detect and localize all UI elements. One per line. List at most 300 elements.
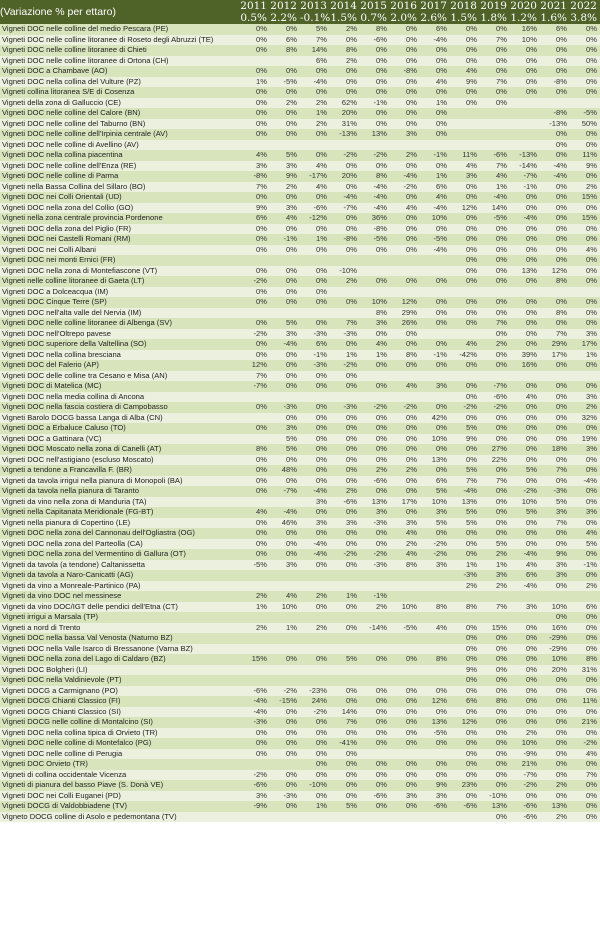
change-value-cell: 0% — [510, 203, 540, 214]
change-value-cell: -9% — [510, 749, 540, 760]
change-value-cell: 6% — [420, 476, 450, 487]
change-value-cell: 31% — [570, 665, 600, 676]
change-value-cell: 16% — [510, 360, 540, 371]
change-value-cell: 9% — [540, 549, 570, 560]
change-value-cell — [510, 119, 540, 130]
vineyard-zone-name: Vigneti nella Capitanata Meridionale (FG-BT) — [0, 507, 240, 518]
change-value-cell: 0% — [360, 423, 390, 434]
table-row — [0, 444, 600, 455]
change-value-cell: 0% — [480, 728, 510, 739]
change-value-cell: 2% — [570, 402, 600, 413]
table-row — [0, 266, 600, 277]
change-value-cell: -14% — [510, 161, 540, 172]
change-value-cell — [450, 612, 480, 623]
table-row — [0, 56, 600, 67]
change-value-cell: 0% — [390, 224, 420, 235]
change-value-cell: 0% — [510, 528, 540, 539]
change-value-cell: 0% — [450, 455, 480, 466]
change-value-cell — [420, 812, 450, 823]
change-value-cell: 2% — [330, 276, 360, 287]
change-value-cell — [570, 98, 600, 109]
change-value-cell: 0% — [390, 770, 420, 781]
change-value-cell: 0% — [540, 87, 570, 98]
change-value-cell: 0% — [480, 749, 510, 760]
change-value-cell: 3% — [420, 560, 450, 571]
vineyard-zone-name: Vigneti DOC nella fascia costiera di Campobasso — [0, 402, 240, 413]
change-value-cell: 0% — [240, 465, 270, 476]
change-value-cell: 8% — [420, 654, 450, 665]
vineyard-zone-name: Vigneti DOC della zona del Piglio (FR) — [0, 224, 240, 235]
table-row — [0, 150, 600, 161]
change-value-cell: 0% — [240, 350, 270, 361]
change-value-cell: 3% — [390, 518, 420, 529]
change-value-cell: 19% — [570, 434, 600, 445]
change-value-cell — [270, 644, 300, 655]
change-value-cell: -3% — [330, 402, 360, 413]
change-value-cell: 0% — [540, 182, 570, 193]
table-row — [0, 24, 600, 35]
table-row — [0, 623, 600, 634]
change-value-cell: 0% — [300, 560, 330, 571]
change-value-cell: 2% — [450, 581, 480, 592]
change-value-cell: 0% — [240, 423, 270, 434]
change-value-cell: 0% — [270, 539, 300, 550]
change-value-cell: 10% — [420, 434, 450, 445]
change-value-cell: 0% — [330, 539, 360, 550]
change-value-cell: 32% — [570, 413, 600, 424]
table-row — [0, 350, 600, 361]
change-value-cell: 0% — [300, 287, 330, 298]
change-value-cell: 1% — [480, 560, 510, 571]
change-value-cell — [300, 570, 330, 581]
table-row — [0, 140, 600, 151]
change-value-cell: 0% — [510, 56, 540, 67]
change-value-cell: 12% — [450, 203, 480, 214]
change-value-cell: 4% — [450, 339, 480, 350]
change-value-cell: 7% — [540, 518, 570, 529]
change-value-cell: 0% — [390, 119, 420, 130]
vineyard-zone-name: Vigneti DOC nelle colline di Perugia — [0, 749, 240, 760]
change-value-cell: -6% — [240, 686, 270, 697]
change-value-cell: 0% — [240, 119, 270, 130]
change-value-cell: 0% — [390, 24, 420, 35]
change-value-cell: 10% — [360, 297, 390, 308]
change-value-cell: -3% — [270, 791, 300, 802]
change-value-cell — [360, 570, 390, 581]
change-value-cell: -4% — [510, 581, 540, 592]
year-total: 0.5% — [240, 13, 270, 24]
change-value-cell: 3% — [240, 161, 270, 172]
change-value-cell — [390, 392, 420, 403]
vineyard-zone-name: Vigneti DOC nelle colline dell'Enza (RE) — [0, 161, 240, 172]
change-value-cell: 0% — [510, 665, 540, 676]
change-value-cell: 8% — [240, 444, 270, 455]
change-value-cell: 9% — [420, 780, 450, 791]
change-value-cell: 0% — [360, 707, 390, 718]
change-value-cell: 5% — [420, 518, 450, 529]
change-value-cell — [330, 675, 360, 686]
change-value-cell: 0% — [240, 318, 270, 329]
change-value-cell: 0% — [240, 266, 270, 277]
change-value-cell: 0% — [270, 350, 300, 361]
change-value-cell: 0% — [570, 801, 600, 812]
change-value-cell: 0% — [570, 423, 600, 434]
change-value-cell: 8% — [360, 308, 390, 319]
table-row — [0, 612, 600, 623]
change-value-cell — [240, 644, 270, 655]
year-header: 2015 — [360, 0, 390, 13]
change-value-cell: 0% — [390, 45, 420, 56]
change-value-cell — [270, 392, 300, 403]
change-value-cell — [240, 812, 270, 823]
change-value-cell: 0% — [390, 35, 420, 46]
change-value-cell: 31% — [330, 119, 360, 130]
vineyard-zone-name: Vigneti DOC Cinque Terre (SP) — [0, 297, 240, 308]
vineyard-zone-name: Vigneti collina litoranea S/E di Cosenza — [0, 87, 240, 98]
change-value-cell — [450, 129, 480, 140]
change-value-cell — [300, 255, 330, 266]
change-value-cell — [360, 140, 390, 151]
change-value-cell — [450, 287, 480, 298]
change-value-cell: 6% — [300, 56, 330, 67]
change-value-cell: 12% — [240, 360, 270, 371]
change-value-cell: 0% — [330, 476, 360, 487]
change-value-cell: 5% — [450, 507, 480, 518]
change-value-cell: 6% — [300, 339, 330, 350]
change-value-cell: -4% — [270, 507, 300, 518]
change-value-cell — [450, 591, 480, 602]
change-value-cell — [450, 108, 480, 119]
change-value-cell: 9% — [450, 434, 480, 445]
change-value-cell: -1% — [570, 560, 600, 571]
change-value-cell: 0% — [450, 528, 480, 539]
change-value-cell: 12% — [450, 717, 480, 728]
change-value-cell: 0% — [330, 602, 360, 613]
change-value-cell: 0% — [480, 98, 510, 109]
change-value-cell: 0% — [570, 686, 600, 697]
change-value-cell: -6% — [300, 203, 330, 214]
change-value-cell: 0% — [300, 129, 330, 140]
change-value-cell: 1% — [420, 171, 450, 182]
change-value-cell — [450, 371, 480, 382]
change-value-cell: 0% — [330, 749, 360, 760]
change-value-cell: 0% — [540, 581, 570, 592]
change-value-cell: 0% — [390, 455, 420, 466]
change-value-cell: 15% — [570, 192, 600, 203]
change-value-cell: 0% — [240, 738, 270, 749]
table-row — [0, 224, 600, 235]
vineyard-zone-name: Vigneti della zona di Galluccio (CE) — [0, 98, 240, 109]
change-value-cell: -1% — [360, 591, 390, 602]
change-value-cell: 0% — [450, 255, 480, 266]
table-row — [0, 318, 600, 329]
change-value-cell: 7% — [240, 371, 270, 382]
change-value-cell: 0% — [480, 675, 510, 686]
vineyard-zone-name: Vigneti DOC nelle colline del Taburno (BN) — [0, 119, 240, 130]
change-value-cell: 8% — [270, 45, 300, 56]
year-total: -0.1% — [300, 13, 330, 24]
change-value-cell: 0% — [420, 444, 450, 455]
change-value-cell: 29% — [390, 308, 420, 319]
change-value-cell: 0% — [450, 360, 480, 371]
vineyard-zone-name: Vigneti DOC di Matelica (MC) — [0, 381, 240, 392]
change-value-cell: 3% — [270, 161, 300, 172]
year-header: 2018 — [450, 0, 480, 13]
change-value-cell — [300, 581, 330, 592]
change-value-cell: 0% — [360, 539, 390, 550]
change-value-cell: 0% — [240, 287, 270, 298]
change-value-cell: 5% — [330, 801, 360, 812]
change-value-cell — [240, 612, 270, 623]
change-value-cell: -7% — [330, 203, 360, 214]
change-value-cell: 0% — [270, 728, 300, 739]
change-value-cell: 7% — [480, 602, 510, 613]
year-header: 2016 — [390, 0, 420, 13]
change-value-cell: 0% — [360, 276, 390, 287]
change-value-cell — [450, 140, 480, 151]
change-value-cell: 5% — [570, 539, 600, 550]
change-value-cell: 0% — [450, 266, 480, 277]
change-value-cell: 0% — [330, 66, 360, 77]
change-value-cell: 2% — [330, 486, 360, 497]
change-value-cell: 0% — [480, 434, 510, 445]
change-value-cell: 0% — [330, 728, 360, 739]
change-value-cell: 0% — [480, 224, 510, 235]
change-value-cell: 0% — [570, 66, 600, 77]
change-value-cell: -13% — [540, 119, 570, 130]
vineyard-zone-name: Vigneti DOCG Chianti Classico (SI) — [0, 707, 240, 718]
change-value-cell — [510, 129, 540, 140]
vineyard-zone-name: Vigneti DOC nei Colli Euganei (PD) — [0, 791, 240, 802]
change-value-cell — [390, 612, 420, 623]
change-value-cell: 3% — [510, 602, 540, 613]
change-value-cell: -4% — [300, 549, 330, 560]
change-value-cell: 4% — [570, 245, 600, 256]
change-value-cell — [450, 812, 480, 823]
change-value-cell: 0% — [390, 192, 420, 203]
change-value-cell: 0% — [540, 434, 570, 445]
change-value-cell: -4% — [360, 192, 390, 203]
change-value-cell: 0% — [510, 444, 540, 455]
change-value-cell — [240, 434, 270, 445]
change-value-cell: 0% — [300, 476, 330, 487]
change-value-cell — [330, 581, 360, 592]
vineyard-zone-name: Vigneti DOC nell'astigiano (escluso Moscato) — [0, 455, 240, 466]
change-value-cell: 0% — [540, 707, 570, 718]
change-value-cell — [420, 644, 450, 655]
table-header — [0, 0, 600, 24]
change-value-cell: 0% — [510, 686, 540, 697]
change-value-cell: 0% — [450, 707, 480, 718]
change-value-cell: 0% — [300, 402, 330, 413]
change-value-cell: 0% — [540, 203, 570, 214]
change-value-cell: 0% — [540, 255, 570, 266]
change-value-cell: -13% — [510, 150, 540, 161]
change-value-cell: 0% — [360, 738, 390, 749]
table-row — [0, 591, 600, 602]
vineyard-zone-name: Vigneti DOCG a Carmignano (PO) — [0, 686, 240, 697]
change-value-cell: 0% — [450, 749, 480, 760]
vineyard-zone-name: Vigneti DOC nella collina bresciana — [0, 350, 240, 361]
change-value-cell: 10% — [510, 497, 540, 508]
change-value-cell: 0% — [240, 108, 270, 119]
change-value-cell: 0% — [420, 707, 450, 718]
table-row — [0, 675, 600, 686]
table-row — [0, 203, 600, 214]
change-value-cell: 0% — [450, 182, 480, 193]
change-value-cell: -4% — [360, 203, 390, 214]
change-value-cell: 5% — [420, 486, 450, 497]
change-value-cell: 15% — [480, 623, 510, 634]
change-value-cell: 0% — [450, 24, 480, 35]
change-value-cell: 0% — [390, 728, 420, 739]
change-value-cell: 0% — [480, 297, 510, 308]
change-value-cell — [420, 612, 450, 623]
vineyard-zone-name: Vigneti DOC nella bassa Val Venosta (Naturno BZ) — [0, 633, 240, 644]
change-value-cell: 0% — [390, 486, 420, 497]
change-value-cell — [390, 570, 420, 581]
change-value-cell: 6% — [510, 570, 540, 581]
change-value-cell: 0% — [480, 24, 510, 35]
change-value-cell — [330, 812, 360, 823]
change-value-cell: 0% — [420, 276, 450, 287]
change-value-cell — [360, 812, 390, 823]
change-value-cell: 0% — [450, 770, 480, 781]
change-value-cell: 0% — [360, 434, 390, 445]
change-value-cell — [270, 570, 300, 581]
change-value-cell: 0% — [270, 129, 300, 140]
change-value-cell: -5% — [270, 77, 300, 88]
table-row — [0, 581, 600, 592]
change-value-cell: 0% — [510, 245, 540, 256]
change-value-cell: 3% — [270, 329, 300, 340]
change-value-cell — [480, 591, 510, 602]
change-value-cell: 9% — [570, 161, 600, 172]
vineyard-zone-name: Vigneti DOC nei Castelli Romani (RM) — [0, 234, 240, 245]
table-row — [0, 476, 600, 487]
change-value-cell: 14% — [480, 203, 510, 214]
change-value-cell: 13% — [480, 801, 510, 812]
change-value-cell — [420, 581, 450, 592]
change-value-cell: 0% — [510, 518, 540, 529]
change-value-cell: 22% — [480, 455, 510, 466]
change-value-cell: 0% — [300, 87, 330, 98]
change-value-cell: -6% — [480, 150, 510, 161]
change-value-cell — [360, 581, 390, 592]
change-value-cell — [420, 329, 450, 340]
change-value-cell: 0% — [240, 98, 270, 109]
change-value-cell: -3% — [360, 518, 390, 529]
change-value-cell — [360, 644, 390, 655]
change-value-cell: -3% — [540, 486, 570, 497]
change-value-cell: 8% — [390, 350, 420, 361]
change-value-cell: 0% — [330, 297, 360, 308]
change-value-cell — [240, 675, 270, 686]
change-value-cell — [360, 371, 390, 382]
change-value-cell: 0% — [390, 56, 420, 67]
change-value-cell: 0% — [540, 234, 570, 245]
change-value-cell: 4% — [240, 507, 270, 518]
change-value-cell — [420, 140, 450, 151]
change-value-cell: 0% — [300, 717, 330, 728]
change-value-cell — [360, 612, 390, 623]
table-row — [0, 759, 600, 770]
change-value-cell — [420, 266, 450, 277]
change-value-cell: 3% — [570, 507, 600, 518]
change-value-cell: -4% — [300, 77, 330, 88]
change-value-cell: 7% — [480, 161, 510, 172]
change-value-cell: 13% — [450, 497, 480, 508]
change-value-cell: 2% — [390, 150, 420, 161]
change-value-cell: 0% — [480, 308, 510, 319]
change-value-cell: 0% — [270, 738, 300, 749]
change-value-cell: 1% — [570, 350, 600, 361]
change-value-cell: -8% — [540, 108, 570, 119]
change-value-cell: 0% — [300, 759, 330, 770]
change-value-cell — [420, 255, 450, 266]
change-value-cell: -17% — [300, 171, 330, 182]
change-value-cell — [510, 591, 540, 602]
table-row — [0, 518, 600, 529]
change-value-cell — [390, 581, 420, 592]
table-row — [0, 35, 600, 46]
change-value-cell — [360, 392, 390, 403]
vineyard-zone-name: Vigneti DOC nelle colline litoranee di Albenga (SV) — [0, 318, 240, 329]
change-value-cell: 0% — [570, 518, 600, 529]
change-value-cell: 0% — [330, 780, 360, 791]
table-body — [0, 24, 600, 822]
change-value-cell: 7% — [540, 465, 570, 476]
change-value-cell: 0% — [570, 129, 600, 140]
change-value-cell: 0% — [330, 770, 360, 781]
change-value-cell: 4% — [420, 77, 450, 88]
change-value-cell: 0% — [570, 623, 600, 634]
table-row — [0, 549, 600, 560]
year-total: 2.6% — [420, 13, 450, 24]
change-value-cell: -2% — [510, 780, 540, 791]
change-value-cell: 0% — [300, 318, 330, 329]
year-header: 2013 — [300, 0, 330, 13]
change-value-cell: 8% — [450, 602, 480, 613]
change-value-cell: 0% — [240, 66, 270, 77]
change-value-cell — [390, 644, 420, 655]
change-value-cell: 21% — [570, 717, 600, 728]
change-value-cell: 0% — [540, 381, 570, 392]
table-row — [0, 108, 600, 119]
change-value-cell: 0% — [450, 791, 480, 802]
change-value-cell: 0% — [420, 108, 450, 119]
vineyard-zone-name: Vigneti da vino nella zona di Manduria (TA) — [0, 497, 240, 508]
change-value-cell: 0% — [510, 791, 540, 802]
change-value-cell: -2% — [390, 182, 420, 193]
table-row — [0, 77, 600, 88]
change-value-cell: 0% — [420, 318, 450, 329]
change-value-cell: -5% — [570, 108, 600, 119]
change-value-cell: 4% — [420, 192, 450, 203]
change-value-cell: -2% — [480, 402, 510, 413]
change-value-cell: 39% — [510, 350, 540, 361]
change-value-cell: 0% — [480, 717, 510, 728]
change-value-cell: 3% — [270, 560, 300, 571]
change-value-cell — [360, 287, 390, 298]
change-value-cell: 0% — [540, 770, 570, 781]
change-value-cell: 0% — [360, 455, 390, 466]
change-value-cell: 0% — [540, 45, 570, 56]
change-value-cell: 2% — [570, 581, 600, 592]
change-value-cell — [420, 392, 450, 403]
change-value-cell: 11% — [450, 150, 480, 161]
table-row — [0, 644, 600, 655]
